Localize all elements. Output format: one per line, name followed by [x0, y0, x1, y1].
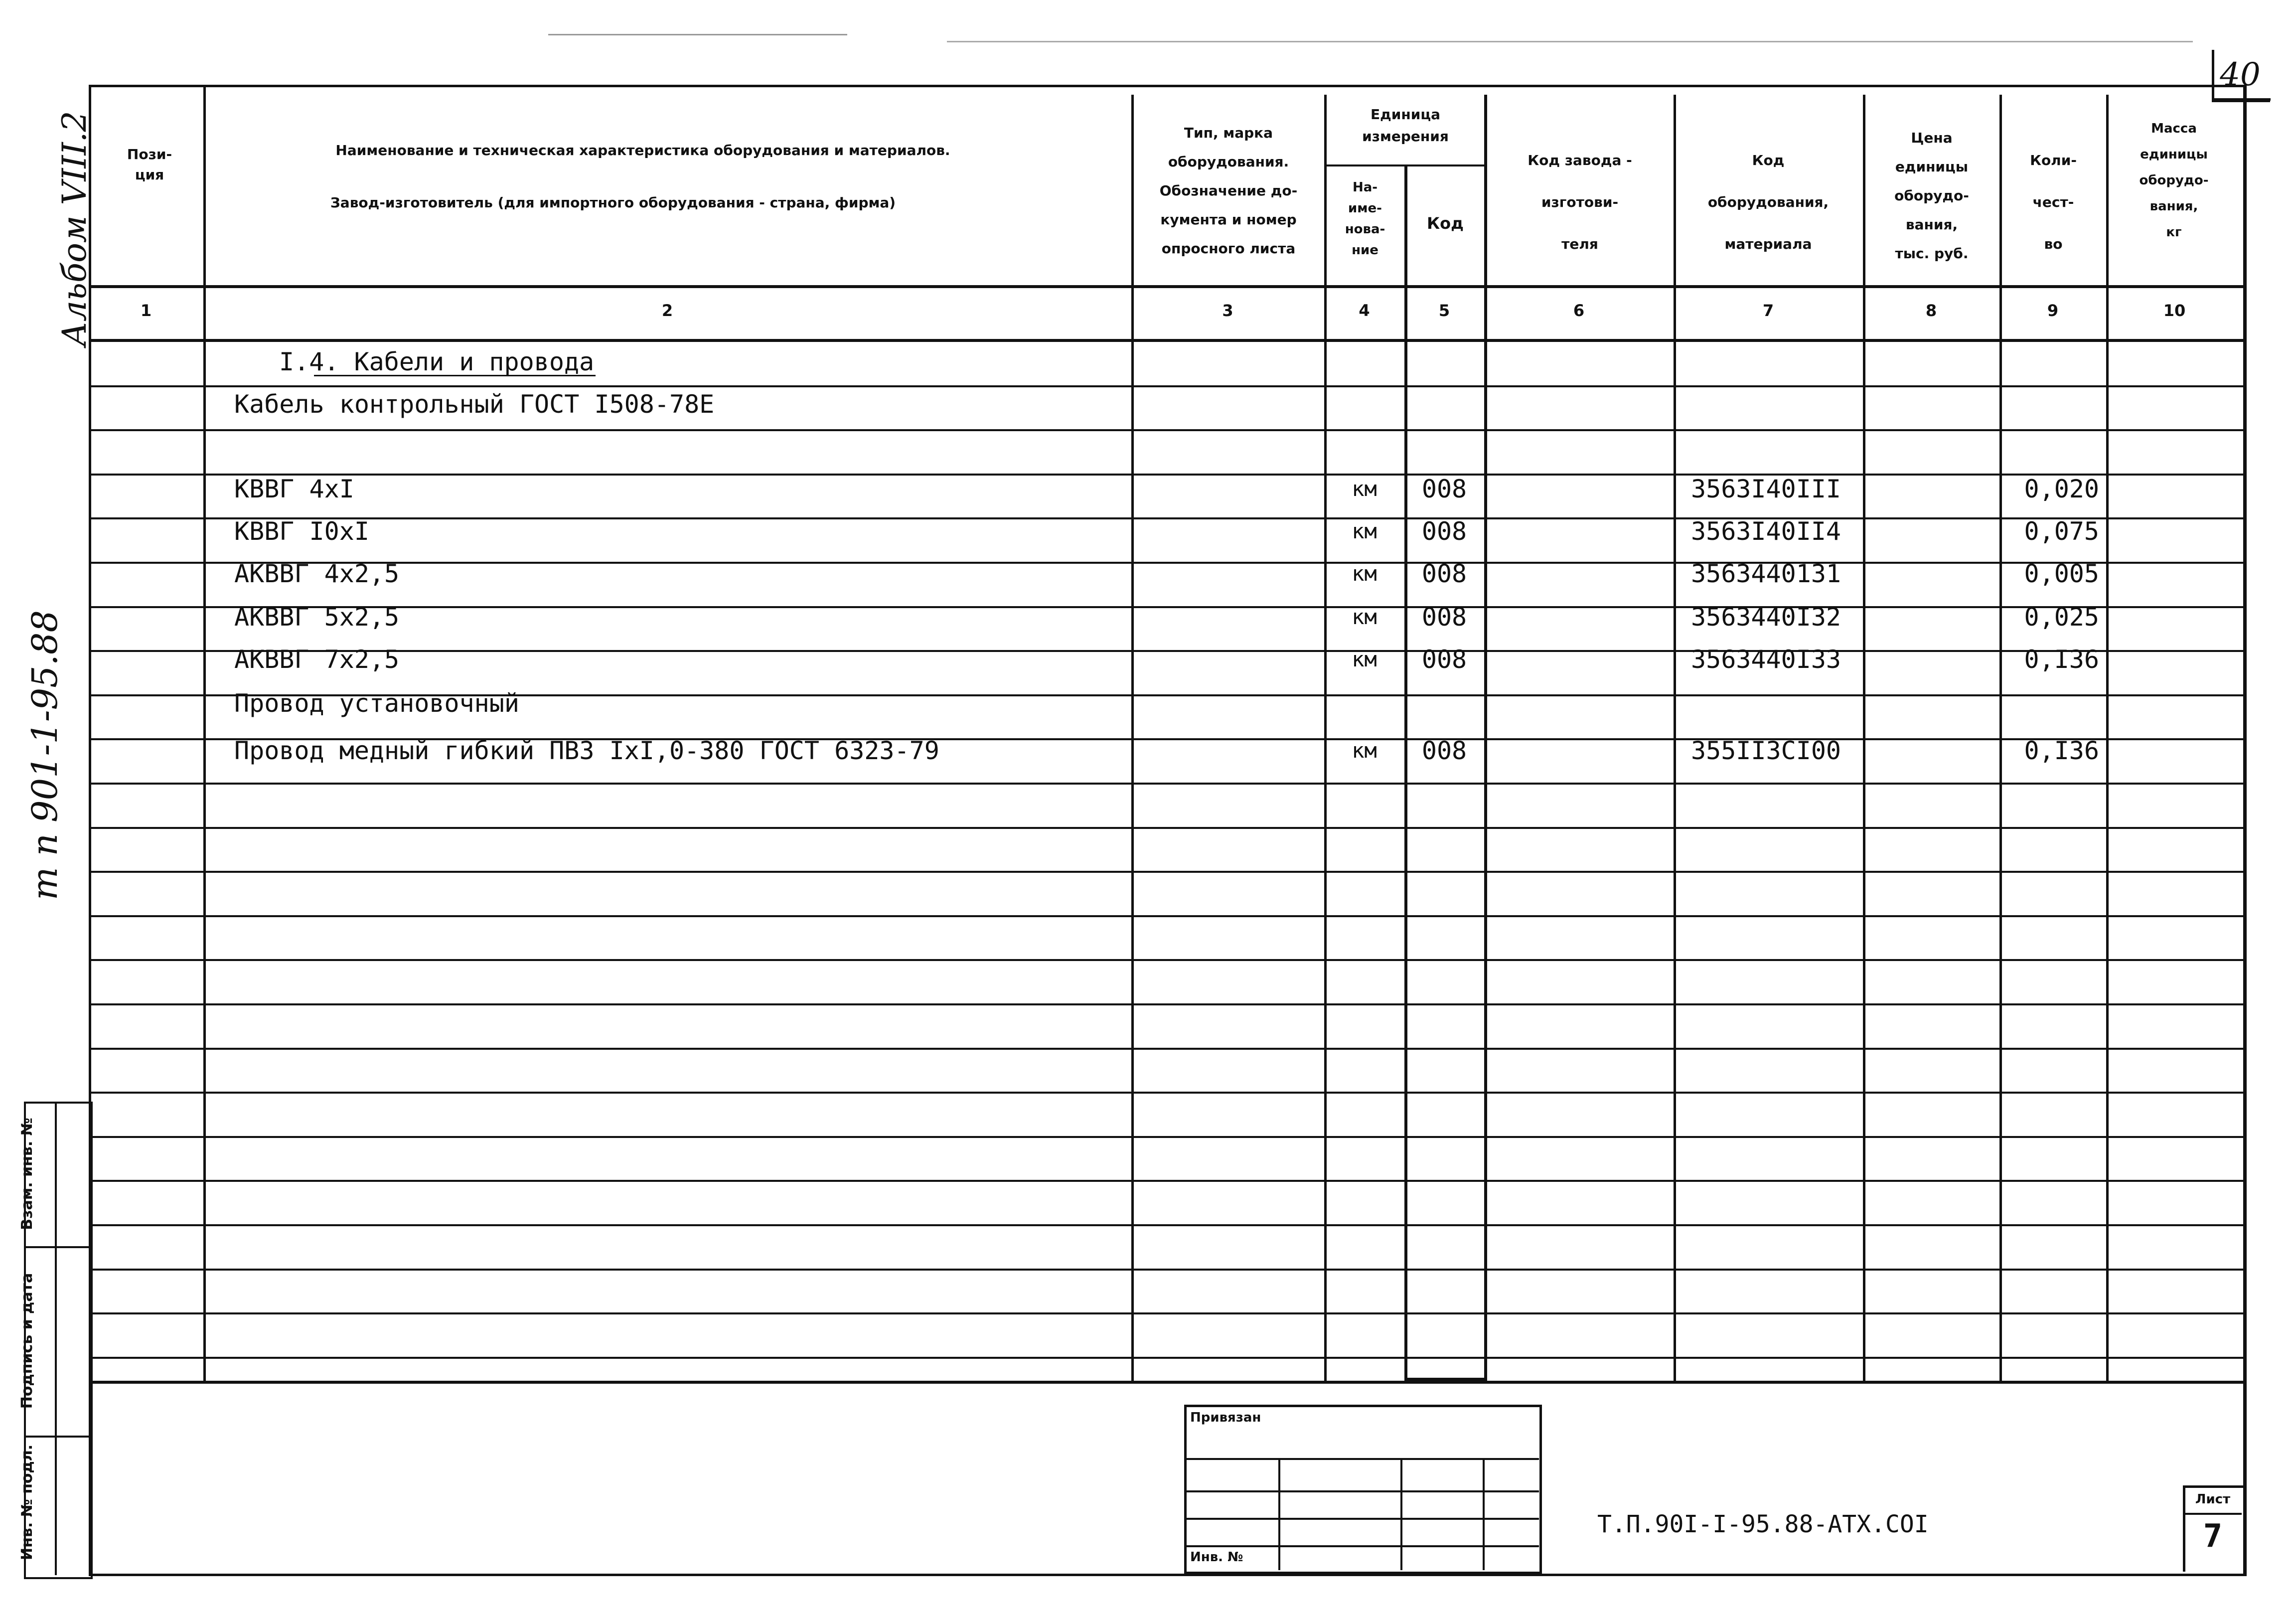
cell-unit: км: [1352, 561, 1377, 586]
cell-unit-code: 008: [1421, 603, 1467, 632]
row-line: [89, 959, 2244, 961]
colnum-bottom-line: [89, 339, 2244, 342]
cell-unit: км: [1352, 738, 1377, 763]
cell-unit-code: 008: [1421, 475, 1467, 503]
column-number: 2: [661, 301, 673, 320]
cell-name: КВВГ 4хI: [234, 475, 354, 503]
list-box-divider: [2183, 1513, 2242, 1515]
stamp-line: [1400, 1458, 1402, 1570]
column-number: 8: [1925, 301, 1937, 320]
row-line: [89, 783, 2244, 785]
album-label: Альбом VIII.2: [55, 111, 94, 346]
header-unit-name: На- име- нова- ние: [1345, 180, 1385, 258]
frame-top-right: [2212, 98, 2271, 101]
cell-code: 355II3CI00: [1691, 736, 1841, 765]
cell-qty: 0,I36: [2024, 645, 2099, 674]
col-line: [203, 85, 206, 1383]
column-number: 5: [1438, 301, 1450, 320]
cell-code: 3563440I32: [1691, 603, 1841, 632]
cell-unit-code: 008: [1421, 736, 1467, 765]
row-line: [89, 1312, 2244, 1314]
cell-unit: км: [1352, 647, 1377, 671]
cell-name: АКВВГ 5х2,5: [234, 603, 400, 632]
row-line: [89, 915, 2244, 917]
header-position: Пози- ция: [127, 146, 172, 183]
cell-name: Провод медный гибкий ПВЗ IхI,0-380 ГОСТ 6323-79: [234, 736, 939, 765]
cell-unit: км: [1352, 519, 1377, 543]
sheet-number: 40: [2220, 56, 2261, 93]
list-number: 7: [2203, 1518, 2223, 1555]
cell-unit: км: [1352, 605, 1377, 629]
stamp-line: [1278, 1458, 1280, 1570]
cell-name: КВВГ I0хI: [234, 517, 369, 546]
left-stamp-divider: [24, 1436, 91, 1438]
scan-line: [548, 34, 847, 35]
cell-code: 3563I40III: [1691, 475, 1841, 503]
cell-qty: 0,005: [2024, 559, 2099, 588]
header-name-line1: Наименование и техническая характеристика оборудования и материалов.: [335, 142, 950, 159]
cell-name: Провод установочный: [234, 689, 519, 718]
column-number: 9: [2047, 301, 2059, 320]
row-line: [89, 871, 2244, 873]
table-bottom-line: [89, 1381, 2244, 1384]
cell-name: Кабель контрольный ГОСТ I508-78Е: [234, 390, 715, 419]
row-line: [89, 429, 2244, 431]
header-factory-code: Код завода - изготови- теля: [1528, 152, 1632, 252]
column-number: 3: [1222, 301, 1233, 320]
cell-code: 35634401З1: [1691, 559, 1841, 588]
left-stamp-divider: [55, 1102, 57, 1575]
header-equipment-code: Код оборудования, материала: [1707, 152, 1829, 252]
row-line: [89, 1357, 2244, 1359]
cell-code: 3563I40II4: [1691, 517, 1841, 546]
cell-unit-code: 008: [1421, 645, 1467, 674]
col-line: [1404, 164, 1407, 1383]
privyazan-label: Привязан: [1190, 1410, 1261, 1425]
header-quantity: Коли- чест- во: [2030, 152, 2077, 252]
column-number: 7: [1762, 301, 1774, 320]
cell-qty: 0,020: [2024, 475, 2099, 503]
document-designation: Т.П.90I-I-95.88-АТХ.СОI: [1597, 1510, 1929, 1538]
cell-name: АКВВГ 7х2,5: [234, 645, 400, 674]
column-number: 10: [2163, 301, 2186, 320]
cell-name: АКВВГ 4х2,5: [234, 559, 400, 588]
left-stamp-divider: [24, 1246, 91, 1248]
row-line: [89, 1136, 2244, 1138]
stamp-line: [1184, 1518, 1539, 1520]
header-unit-code: Код: [1427, 214, 1464, 233]
stamp-line: [1184, 1545, 1539, 1547]
cell-qty: 0,025: [2024, 603, 2099, 632]
cell-unit: км: [1352, 477, 1377, 501]
column-number: 1: [140, 301, 152, 320]
unit-code-bottom: [1404, 1378, 1486, 1381]
header-type: Тип, марка оборудования. Обозначение до- кумента и номер опросного листа: [1159, 125, 1298, 257]
header-unit: Единица измерения: [1362, 106, 1449, 145]
row-line: [89, 1003, 2244, 1005]
column-number: 4: [1359, 301, 1370, 320]
list-label: Лист: [2195, 1492, 2231, 1507]
project-label: т п 901-1-95.88: [24, 610, 65, 900]
stamp-line: [1184, 1490, 1539, 1492]
row-line: [89, 1224, 2244, 1226]
row-line: [89, 1180, 2244, 1182]
row-line: [89, 827, 2244, 829]
header-price: Цена единицы оборудо- вания, тыс. руб.: [1894, 130, 1969, 262]
cell-qty: 0,I36: [2024, 736, 2099, 765]
cell-name: I.4. Кабели и провода: [279, 347, 595, 376]
inv-no-label: Инв. №: [1190, 1550, 1243, 1565]
vzam-inv-label: Взам. инв. №: [18, 1118, 36, 1230]
scan-line: [947, 41, 2193, 42]
header-mass: Масса единицы оборудо- вания, кг: [2139, 121, 2209, 240]
stamp-line: [1483, 1458, 1485, 1570]
header-name-line2: Завод-изготовитель (для импортного оборудования - страна, фирма): [330, 194, 896, 211]
cell-code: 3563440I33: [1691, 645, 1841, 674]
cell-qty: 0,075: [2024, 517, 2099, 546]
podpis-data-label: Подпись и дата: [18, 1273, 36, 1409]
cell-unit-code: 008: [1421, 559, 1467, 588]
row-line: [89, 1269, 2244, 1271]
cell-unit-code: 008: [1421, 517, 1467, 546]
row-line: [89, 1048, 2244, 1050]
row-line: [89, 1092, 2244, 1094]
stamp-line: [1184, 1458, 1539, 1460]
header-bottom-line: [89, 285, 2244, 288]
inv-podl-label: Инв. № подл.: [18, 1444, 36, 1560]
column-number: 6: [1573, 301, 1585, 320]
